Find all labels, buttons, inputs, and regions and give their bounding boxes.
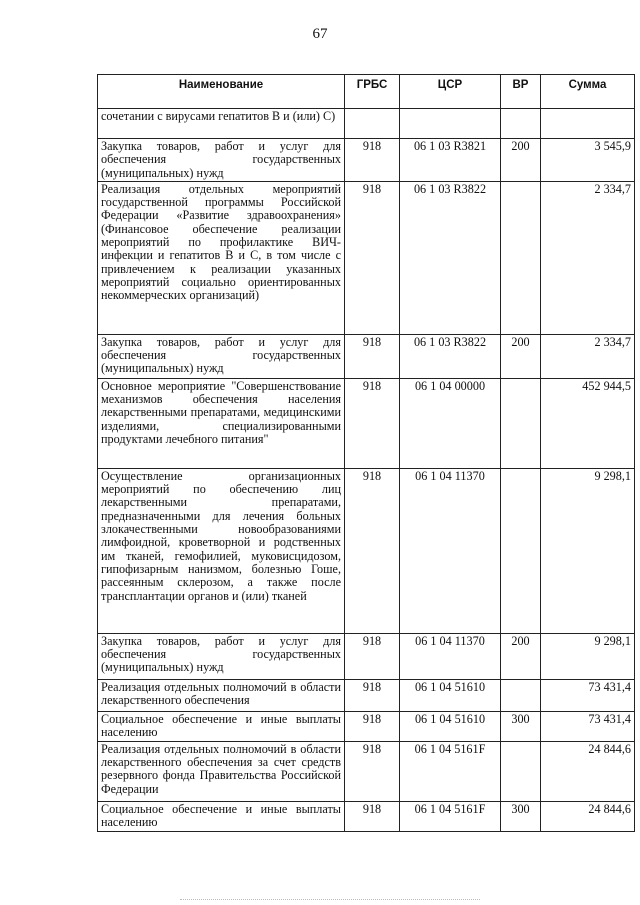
table-row (98, 801, 635, 831)
row-name: Основное мероприятие "Совершенствование механизмов обеспечения населения лекарственными препаратами, медицинскими изделиями, специализированными продуктами лечебного питания" (98, 378, 345, 468)
row-sum: 3 545,9 (541, 139, 635, 182)
row-sum: 452 944,5 (541, 378, 635, 468)
row-name: Социальное обеспечение и иные выплаты населению (98, 711, 345, 741)
row-vr (501, 679, 541, 711)
row-grbs: 918 (345, 181, 400, 334)
row-csr: 06 1 04 5161F (400, 741, 501, 801)
row-grbs: 918 (345, 679, 400, 711)
row-sum: 24 844,6 (541, 741, 635, 801)
row-grbs: 918 (345, 741, 400, 801)
row-name: Социальное обеспечение и иные выплаты населению (98, 801, 345, 831)
table-row (98, 679, 635, 711)
row-grbs: 918 (345, 633, 400, 679)
row-sum: 2 334,7 (541, 181, 635, 334)
row-csr: 06 1 03 R3821 (400, 139, 501, 182)
row-vr (501, 109, 541, 139)
row-sum: 24 844,6 (541, 801, 635, 831)
row-grbs: 918 (345, 139, 400, 182)
header-vr: ВР (501, 75, 541, 109)
row-name: сочетании с вирусами гепатитов В и (или) С) (98, 109, 345, 139)
table-row (98, 378, 635, 468)
page-number: 67 (312, 26, 328, 42)
row-name: Реализация отдельных полномочий в области лекарственного обеспечения за счет средств резервного фонда Правительства Российской Федерации (98, 741, 345, 801)
row-name: Реализация отдельных мероприятий государственной программы Российской Федерации «Развитие здравоохранения» (Финансовое обеспечение реализации мероприятий по профилактике ВИЧ-инфекции и гепатитов В и С, в том числе с привлечением к реализации указанных мероприятий социально ориентированных некоммерческих организаций) (98, 181, 345, 334)
scan-artifact-divider (180, 899, 480, 901)
row-vr (501, 468, 541, 633)
row-csr: 06 1 04 11370 (400, 468, 501, 633)
row-vr (501, 181, 541, 334)
row-grbs (345, 109, 400, 139)
row-vr: 300 (501, 711, 541, 741)
table-row (98, 109, 635, 139)
row-vr: 200 (501, 633, 541, 679)
table-row (98, 741, 635, 801)
table-header-row (98, 75, 635, 109)
row-vr (501, 378, 541, 468)
row-csr: 06 1 04 5161F (400, 801, 501, 831)
table-row (98, 181, 635, 334)
row-sum: 9 298,1 (541, 633, 635, 679)
row-grbs: 918 (345, 378, 400, 468)
row-csr: 06 1 03 R3822 (400, 181, 501, 334)
row-name: Закупка товаров, работ и услуг для обеспечения государственных (муниципальных) нужд (98, 139, 345, 182)
row-csr: 06 1 03 R3822 (400, 334, 501, 378)
row-name: Закупка товаров, работ и услуг для обеспечения государственных (муниципальных) нужд (98, 633, 345, 679)
row-vr: 300 (501, 801, 541, 831)
row-sum: 73 431,4 (541, 679, 635, 711)
table-row (98, 468, 635, 633)
row-sum: 2 334,7 (541, 334, 635, 378)
header-grbs: ГРБС (345, 75, 400, 109)
row-csr: 06 1 04 51610 (400, 711, 501, 741)
header-csr: ЦСР (400, 75, 501, 109)
table-row (98, 139, 635, 182)
table-row (98, 711, 635, 741)
row-grbs: 918 (345, 801, 400, 831)
header-name: Наименование (98, 75, 345, 109)
row-vr: 200 (501, 334, 541, 378)
row-csr: 06 1 04 51610 (400, 679, 501, 711)
budget-table (97, 74, 635, 832)
row-grbs: 918 (345, 711, 400, 741)
row-csr: 06 1 04 00000 (400, 378, 501, 468)
row-sum: 9 298,1 (541, 468, 635, 633)
row-name: Закупка товаров, работ и услуг для обеспечения государственных (муниципальных) нужд (98, 334, 345, 378)
row-grbs: 918 (345, 468, 400, 633)
row-vr (501, 741, 541, 801)
row-vr: 200 (501, 139, 541, 182)
row-sum: 73 431,4 (541, 711, 635, 741)
row-name: Реализация отдельных полномочий в области лекарственного обеспечения (98, 679, 345, 711)
row-name: Осуществление организационных мероприятий по обеспечению лиц лекарственными препаратами, предназначенными для лечения больных злокачественными новообразованиями лимфоидной, кроветворной и родственных им тканей, гемофилией, муковисцидозом, гипофизарным нанизмом, болезнью Гоше, рассеянным склерозом, а также после трансплантации органов и (или) тканей (98, 468, 345, 633)
row-csr: 06 1 04 11370 (400, 633, 501, 679)
row-sum (541, 109, 635, 139)
row-grbs: 918 (345, 334, 400, 378)
row-csr (400, 109, 501, 139)
table-row (98, 633, 635, 679)
header-sum: Сумма (541, 75, 635, 109)
table-row (98, 334, 635, 378)
